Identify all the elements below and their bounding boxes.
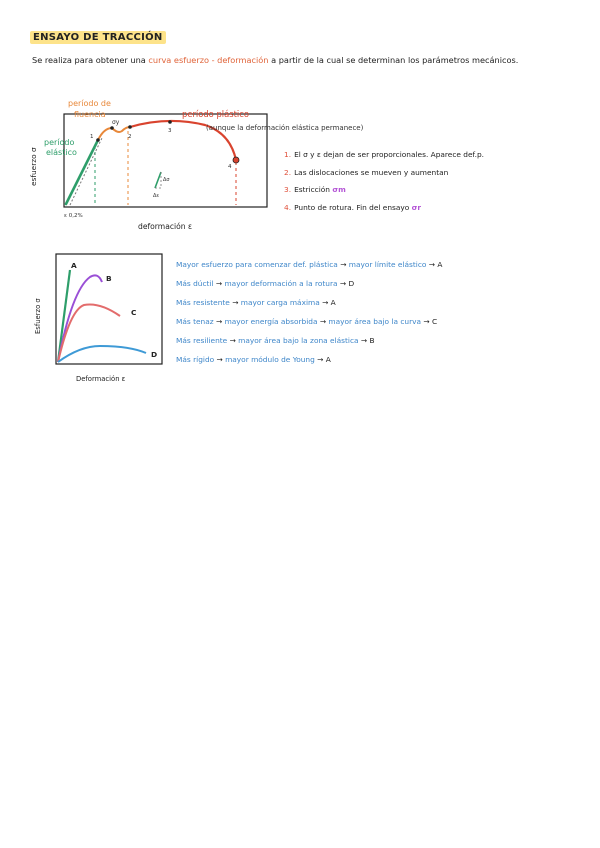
property-row: Más rígido → mayor módulo de Young → A: [176, 355, 331, 364]
yield-label-2: fluencia: [74, 110, 106, 119]
point-3: [168, 120, 172, 124]
property-row: Más resiliente → mayor área bajo la zona elástica → B: [176, 336, 375, 345]
note-4: 4. Punto de rotura. Fin del ensayo σr: [284, 202, 422, 212]
properties-list: [176, 255, 442, 369]
page-title: ENSAYO DE TRACCIÓN: [30, 31, 166, 44]
curve-D-label: D: [151, 350, 158, 359]
yield-label-1: período de: [68, 99, 111, 108]
point-4-label: 4: [228, 164, 232, 170]
point-yield: [110, 126, 114, 130]
point-1: [96, 138, 100, 142]
intro-after: a partir de la cual se determinan los parámetros mecánicos.: [271, 55, 519, 65]
property-row: Mayor esfuerzo para comenzar def. plástica → mayor límite elástico → A: [176, 260, 443, 269]
property-row: Más resistente → mayor carga máxima → A: [176, 298, 336, 307]
elastic-label-2: elástico: [46, 148, 77, 157]
curve-C-label: C: [131, 308, 137, 317]
curve-D: [58, 346, 146, 362]
origin-label: ε 0,2%: [64, 213, 83, 219]
delta-sigma-label: Δσ: [163, 177, 170, 183]
property-row: Más tenaz → mayor energía absorbida → mayor área bajo la curva → C: [176, 317, 438, 326]
curve-A-label: A: [71, 261, 77, 270]
curve-B-label: B: [106, 274, 112, 283]
diagram2-xlabel: Deformación ε: [76, 375, 126, 383]
note-3: 3. Estricción σm: [284, 185, 346, 194]
diagram1-xlabel: deformación ε: [138, 222, 193, 231]
point-1-label: 1: [90, 134, 94, 140]
note-2: 2. Las dislocaciones se mueven y aumentan: [284, 167, 449, 177]
delta-eps-label: Δε: [153, 193, 160, 199]
diagram1-ylabel: esfuerzo σ: [29, 147, 38, 186]
point-4-rupture: [233, 157, 239, 163]
plastic-label: período plástico: [182, 109, 249, 119]
sigma-y-label: σy: [112, 119, 120, 126]
diagram2-ylabel: Esfuerzo σ: [34, 298, 42, 334]
elastic-label-1: período: [44, 138, 75, 147]
stage-notes: [284, 146, 484, 216]
intro-before: Se realiza para obtener una: [32, 55, 146, 65]
note-1: 1. El σ y ε dejan de ser proporcionales. Aparece def.p.: [284, 150, 484, 159]
property-row: Más dúctil → mayor deformación a la rotura → D: [176, 279, 355, 288]
yield-curve: [98, 127, 130, 140]
plastic-note: (aunque la deformación elástica permanece): [206, 124, 364, 132]
intro-highlight: curva esfuerzo - deformación: [148, 55, 269, 65]
curve-C: [58, 304, 120, 362]
point-2: [128, 125, 132, 129]
point-3-label: 3: [168, 128, 172, 134]
modulus-slope: [155, 172, 161, 188]
point-2-label: 2: [128, 134, 132, 140]
